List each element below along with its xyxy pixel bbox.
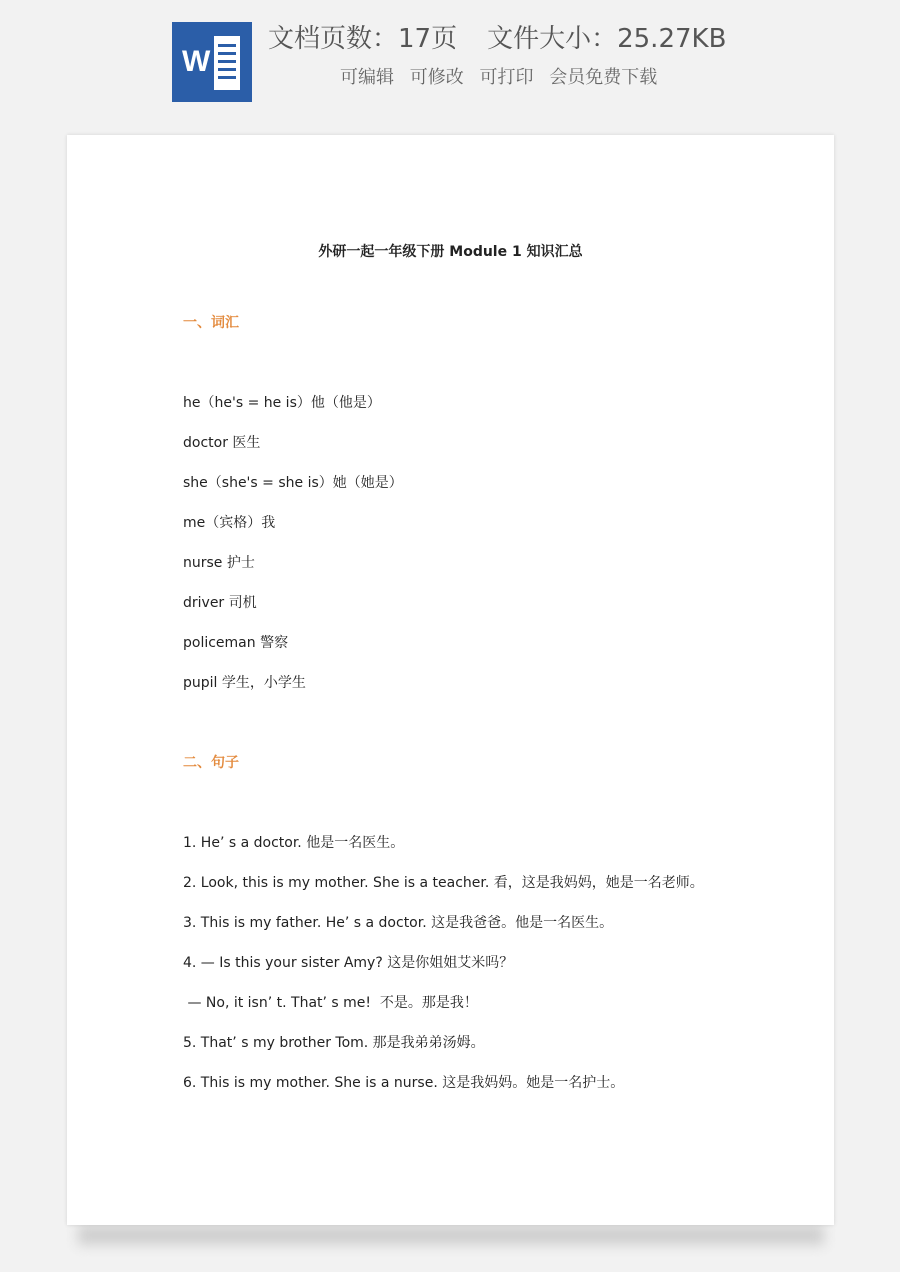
document-page: [67, 135, 834, 1225]
vocab-item: doctor 医生: [183, 435, 261, 451]
word-document-icon: [172, 22, 252, 102]
sentence-item: 5. That’ s my brother Tom. 那是我弟弟汤姆。: [183, 1035, 485, 1051]
vocab-item: nurse 护士: [183, 555, 255, 571]
feature-editable: 可编辑: [340, 67, 394, 88]
feature-printable: 可打印: [479, 67, 534, 88]
vocab-item: driver 司机: [183, 595, 257, 611]
sentence-item: 6. This is my mother. She is a nurse. 这是我妈妈。她是一名护士。: [183, 1075, 625, 1091]
feature-member-download: 会员免费下载: [549, 67, 658, 88]
vocab-item: policeman 警察: [183, 635, 289, 651]
page-count: 文档页数：17页: [268, 24, 458, 54]
sentence-item: 2. Look, this is my mother. She is a teacher. 看，这是我妈妈，她是一名老师。: [183, 875, 704, 891]
word-logo-letter: W: [182, 45, 211, 78]
vocab-item: pupil 学生，小学生: [183, 675, 306, 691]
download-banner: [0, 0, 900, 125]
feature-modifiable: 可修改: [409, 67, 464, 88]
sentence-item: 4. — Is this your sister Amy? 这是你姐姐艾米吗？: [183, 955, 514, 971]
document-title: 外研一起一年级下册 Module 1 知识汇总: [318, 244, 583, 260]
vocab-item: he（he's = he is）他（他是）: [183, 395, 381, 411]
sentence-item: 1. He’ s a doctor. 他是一名医生。: [183, 835, 405, 851]
page-shadow: [78, 1225, 824, 1245]
file-info-title: [268, 20, 726, 58]
section-heading-vocabulary: 一、词汇: [183, 315, 239, 331]
section-heading-sentences: 二、句子: [183, 755, 239, 771]
vocab-item: she（she's = she is）她（她是）: [183, 475, 403, 491]
sentence-item: 3. This is my father. He’ s a doctor. 这是我爸爸。他是一名医生。: [183, 915, 614, 931]
file-size: 文件大小：25.27KB: [487, 24, 727, 54]
sentence-item: — No, it isn’ t. That’ s me! 不是。那是我！: [183, 995, 478, 1011]
feature-list: [340, 64, 667, 92]
document-page-icon: [214, 36, 240, 90]
vocab-item: me（宾格）我: [183, 515, 276, 531]
